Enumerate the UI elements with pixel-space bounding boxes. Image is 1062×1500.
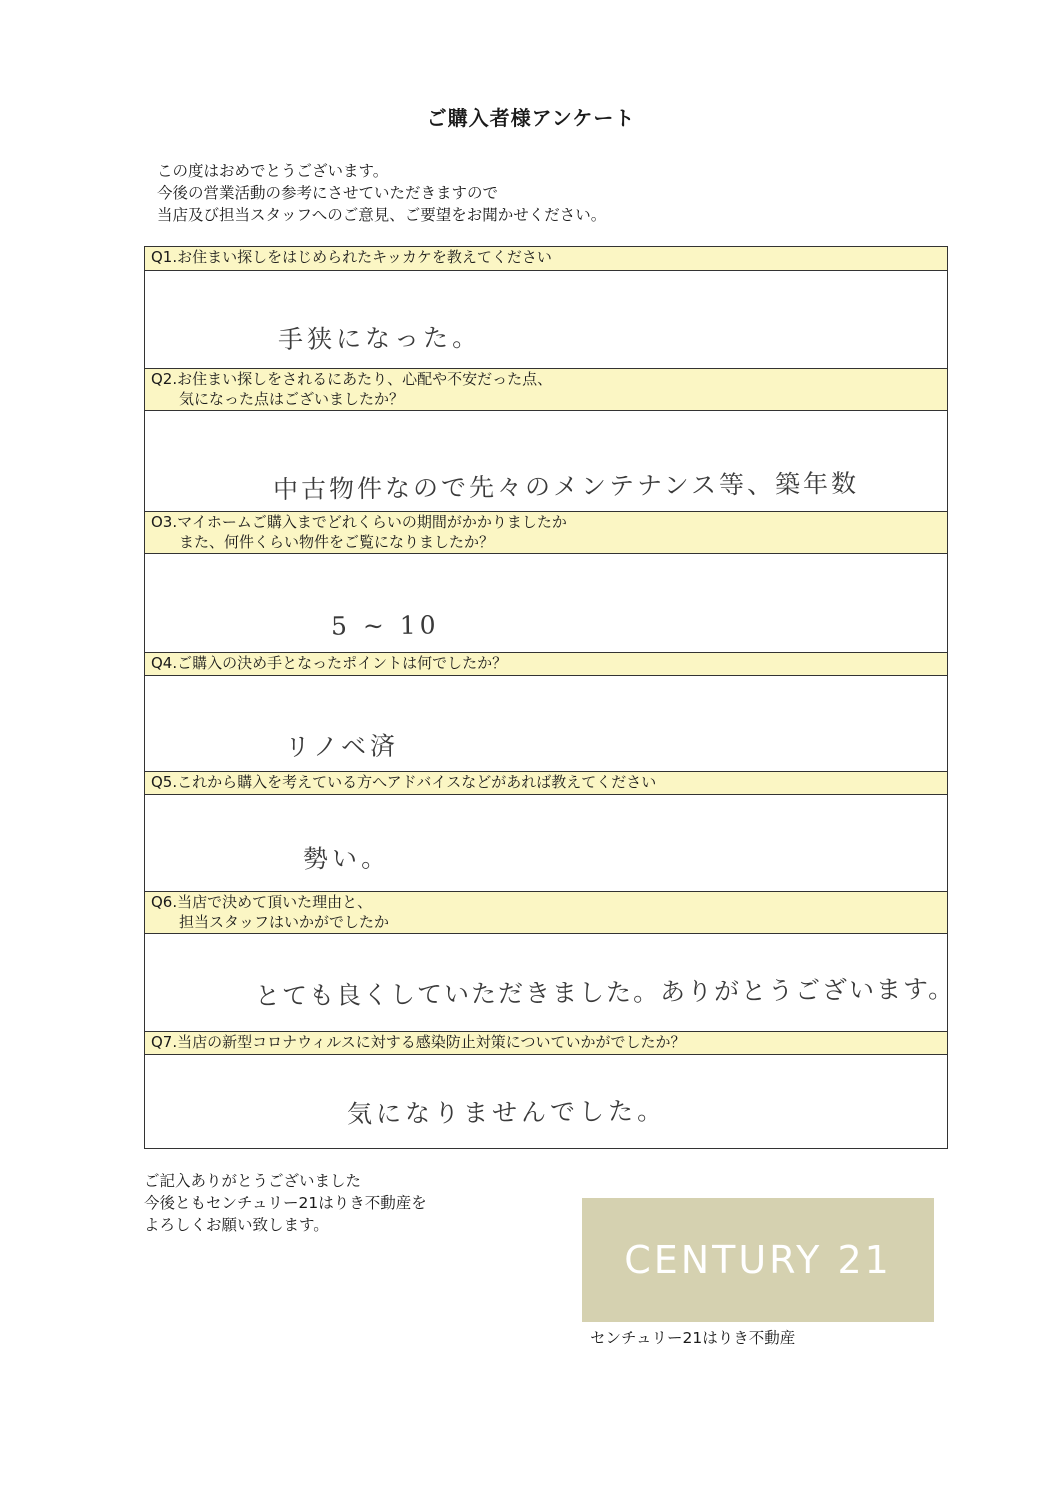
question-text: 気になった点はございましたか？ [179, 390, 405, 408]
question-text: Q4.ご購入の決め手となったポイントは何でしたか？ [151, 654, 508, 672]
answer-2: 中古物件なので先々のメンテナンス等、築年数 [272, 468, 860, 505]
survey-form [144, 246, 956, 1149]
question-text: Q7.当店の新型コロナウィルスに対する感染防止対策についていかがでしたか？ [151, 1033, 686, 1051]
question-7 [145, 1031, 947, 1055]
question-6 [145, 891, 947, 934]
question-text: O3.マイホームご購入までどれくらいの期間がかかりましたか [151, 513, 567, 531]
answer-7: 気になりませんでした。 [346, 1096, 667, 1129]
answer-6: とても良くしていただきました。ありがとうございます。 [254, 974, 956, 1011]
company-name: センチュリー21はりき不動産 [590, 1329, 796, 1347]
intro-line: 今後の営業活動の参考にさせていただきますので [157, 184, 499, 202]
question-text: Q1.お住まい探しをはじめられたキッカケを教えてください [151, 248, 552, 266]
question-text: また、何件くらい物件をご覧になりましたか？ [179, 533, 495, 551]
closing-line: よろしくお願い致します。 [144, 1216, 329, 1234]
page-title: ご購入者様アンケート [426, 106, 636, 130]
logo-text: CENTURY 21 [624, 1238, 892, 1282]
intro-line: 当店及び担当スタッフへのご意見、ご要望をお聞かせください。 [157, 206, 607, 224]
question-1 [145, 247, 947, 271]
question-5 [145, 771, 947, 795]
century21-logo [582, 1198, 934, 1322]
closing-text [144, 1170, 427, 1236]
answer-3: 5 ~ 10 [330, 610, 440, 641]
question-text: 担当スタッフはいかがでしたか [179, 913, 390, 931]
closing-line: 今後ともセンチュリー21はりき不動産を [144, 1194, 427, 1212]
answer-4: リノベ済 [284, 731, 400, 762]
question-text: Q6.当店で決めて頂いた理由と、 [151, 893, 373, 911]
question-text: Q2.お住まい探しをされるにあたり、心配や不安だった点、 [151, 370, 553, 388]
question-2 [145, 368, 947, 411]
question-text: Q5.これから購入を考えている方へアドバイスなどがあれば教えてください [151, 773, 657, 791]
answer-5: 勢い。 [302, 843, 391, 874]
answer-1: 手狭になった。 [277, 322, 482, 355]
closing-line: ご記入ありがとうございました [144, 1172, 362, 1190]
intro-text [157, 160, 606, 226]
question-4 [145, 652, 947, 676]
question-3 [145, 511, 947, 554]
intro-line: この度はおめでとうございます。 [157, 162, 389, 180]
